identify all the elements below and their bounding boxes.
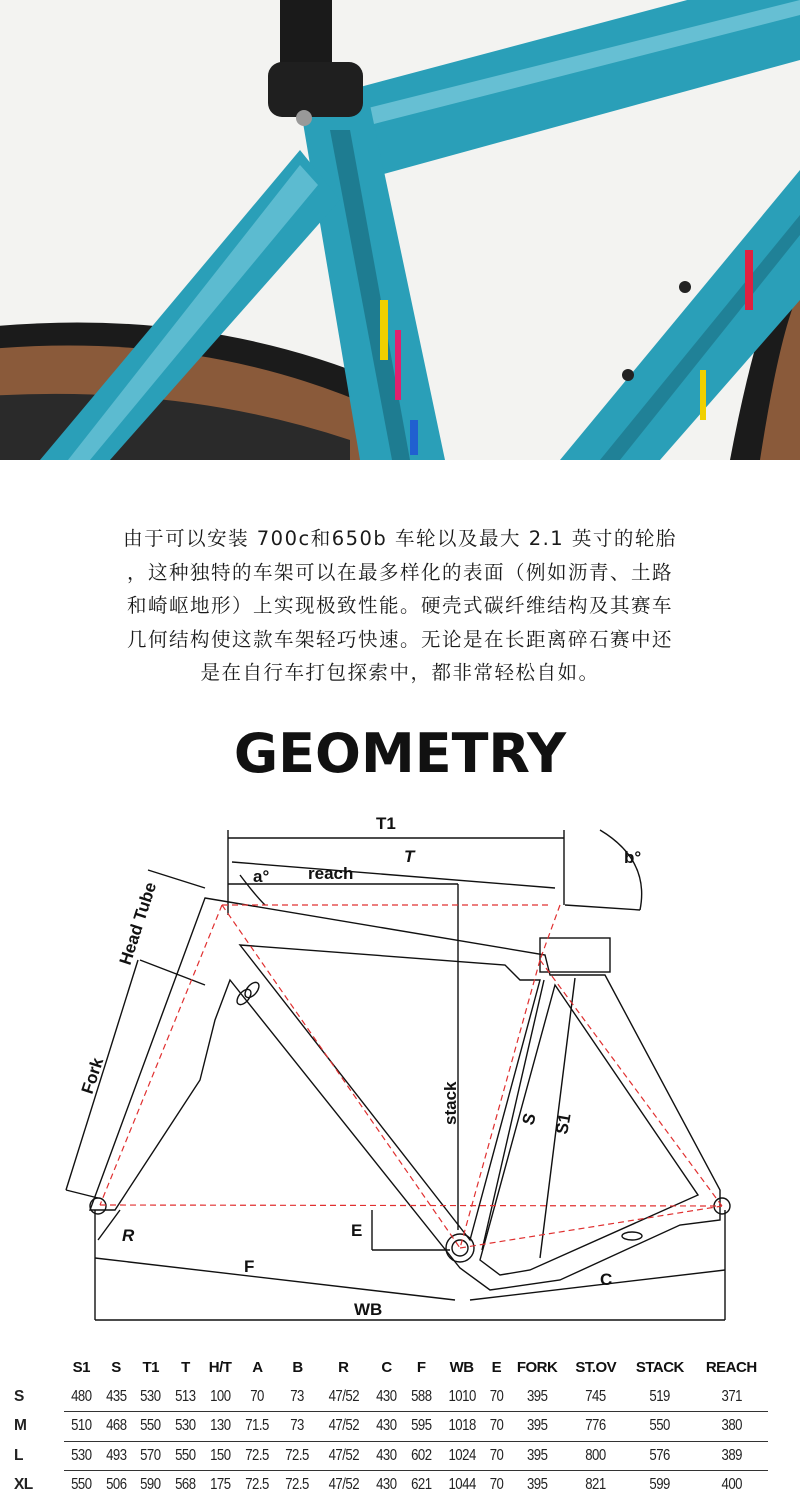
table-cell: 530	[171, 1412, 200, 1442]
table-cell: 510	[67, 1412, 96, 1442]
table-cell: 1044	[442, 1471, 481, 1500]
table-cell: 72.5	[280, 1441, 314, 1471]
table-header-cell: F	[416, 1358, 426, 1376]
table-cell: 576	[630, 1441, 689, 1471]
table-cell: 73	[280, 1412, 314, 1442]
table-cell: 602	[406, 1441, 435, 1471]
table-row	[8, 1382, 768, 1412]
size-label: S	[14, 1387, 24, 1405]
table-row	[8, 1412, 768, 1442]
description-line: 几何结构使这款车架轻巧快速。无论是在长距离碎石赛中还	[126, 627, 673, 651]
table-header-cell: T	[181, 1358, 190, 1376]
table-cell: 389	[700, 1441, 762, 1471]
table-cell: 70	[487, 1382, 507, 1412]
table-header-cell: B	[292, 1358, 303, 1376]
table-cell: 530	[136, 1382, 165, 1412]
table-cell: 519	[630, 1382, 689, 1412]
table-cell: 435	[101, 1382, 130, 1412]
table-cell: 493	[101, 1441, 130, 1471]
table-cell: 150	[205, 1441, 234, 1471]
label-s1: S1	[552, 1111, 575, 1136]
label-wb: WB	[354, 1300, 383, 1319]
table-cell: 395	[512, 1412, 562, 1442]
label-a: a°	[253, 867, 270, 886]
table-cell: 175	[205, 1471, 234, 1500]
table-cell: 513	[171, 1382, 200, 1412]
table-cell: 100	[205, 1382, 234, 1412]
description-line: 是在自行车打包探索中，都非常轻松自如。	[200, 661, 600, 684]
table-cell: 776	[571, 1412, 621, 1442]
table-header-cell: S1	[72, 1358, 91, 1376]
table-cell: 395	[512, 1382, 562, 1412]
table-cell: 550	[136, 1412, 165, 1442]
label-r: R	[122, 1226, 135, 1245]
table-header-cell: WB	[449, 1358, 474, 1376]
description-line: 由于可以安装 700c和650b 车轮以及最大 2.1 英寸的轮胎	[123, 527, 677, 550]
table-cell: 1010	[442, 1382, 481, 1412]
table-row	[8, 1441, 768, 1471]
product-description	[0, 522, 800, 690]
table-row	[8, 1471, 768, 1500]
table-cell: 395	[512, 1441, 562, 1471]
table-cell: 800	[571, 1441, 621, 1471]
label-c: C	[600, 1270, 613, 1289]
table-cell: 70	[487, 1471, 507, 1500]
label-b: b°	[624, 848, 642, 867]
frame-photo	[0, 0, 800, 460]
table-cell: 745	[571, 1382, 621, 1412]
table-cell: 371	[700, 1382, 762, 1412]
table-cell: 570	[136, 1441, 165, 1471]
table-cell: 47/52	[321, 1412, 365, 1442]
description-line: ，这种独特的车架可以在最多样化的表面（例如沥青、土路	[126, 560, 673, 584]
table-cell: 430	[372, 1441, 401, 1471]
label-t1: T1	[376, 814, 396, 833]
table-cell: 47/52	[321, 1382, 365, 1412]
table-cell: 72.5	[240, 1471, 274, 1500]
table-cell: 400	[700, 1471, 762, 1500]
table-cell: 595	[406, 1412, 435, 1442]
table-header-cell: T1	[142, 1358, 159, 1376]
table-cell: 550	[67, 1471, 96, 1500]
table-cell: 130	[205, 1412, 234, 1442]
table-header-cell: S	[111, 1358, 121, 1376]
table-cell: 550	[171, 1441, 200, 1471]
label-reach: reach	[308, 864, 354, 883]
table-cell: 530	[67, 1441, 96, 1471]
table-cell: 71.5	[240, 1412, 274, 1442]
table-cell: 70	[240, 1382, 274, 1412]
geometry-title: GEOMETRY	[233, 722, 567, 785]
label-e: E	[351, 1221, 363, 1240]
label-s: S	[518, 1111, 540, 1128]
table-cell: 70	[487, 1412, 507, 1442]
table-cell: 621	[406, 1471, 435, 1500]
table-cell: 430	[372, 1412, 401, 1442]
table-cell: 70	[487, 1441, 507, 1471]
table-header-cell: FORK	[516, 1358, 558, 1376]
table-header-cell: STACK	[635, 1358, 684, 1376]
size-label: XL	[14, 1476, 33, 1494]
table-cell: 506	[101, 1471, 130, 1500]
table-header-cell: E	[491, 1358, 502, 1376]
table-cell: 72.5	[280, 1471, 314, 1500]
size-label: M	[14, 1417, 27, 1435]
table-cell: 821	[571, 1471, 621, 1500]
table-header-blank	[8, 1352, 64, 1382]
table-header-cell: REACH	[705, 1358, 757, 1376]
table-cell: 550	[630, 1412, 689, 1442]
label-fork: Fork	[77, 1055, 108, 1097]
geometry-table	[8, 1352, 768, 1500]
table-cell: 430	[372, 1382, 401, 1412]
table-cell: 73	[280, 1382, 314, 1412]
table-cell: 1018	[442, 1412, 481, 1442]
table-header-cell: R	[338, 1358, 349, 1376]
table-cell: 47/52	[321, 1441, 365, 1471]
label-t: T	[404, 847, 415, 866]
table-cell: 568	[171, 1471, 200, 1500]
size-label: L	[14, 1446, 23, 1464]
table-header-cell: ST.OV	[575, 1358, 617, 1376]
table-cell: 395	[512, 1471, 562, 1500]
table-header-cell: C	[381, 1358, 392, 1376]
geometry-diagram	[0, 805, 800, 1335]
label-head-tube: Head Tube	[115, 879, 161, 968]
table-cell: 588	[406, 1382, 435, 1412]
table-header-cell: A	[252, 1358, 263, 1376]
label-f: F	[244, 1257, 255, 1276]
table-cell: 599	[630, 1471, 689, 1500]
table-cell: 468	[101, 1412, 130, 1442]
table-header-cell: H/T	[208, 1358, 232, 1376]
table-cell: 380	[700, 1412, 762, 1442]
table-cell: 1024	[442, 1441, 481, 1471]
table-cell: 72.5	[240, 1441, 274, 1471]
table-header-row	[8, 1352, 768, 1382]
description-line: 和崎岖地形）上实现极致性能。硬壳式碳纤维结构及其赛车	[126, 594, 673, 617]
table-cell: 480	[67, 1382, 96, 1412]
table-cell: 590	[136, 1471, 165, 1500]
table-cell: 47/52	[321, 1471, 365, 1500]
label-stack: stack	[441, 1081, 460, 1125]
table-cell: 430	[372, 1471, 401, 1500]
